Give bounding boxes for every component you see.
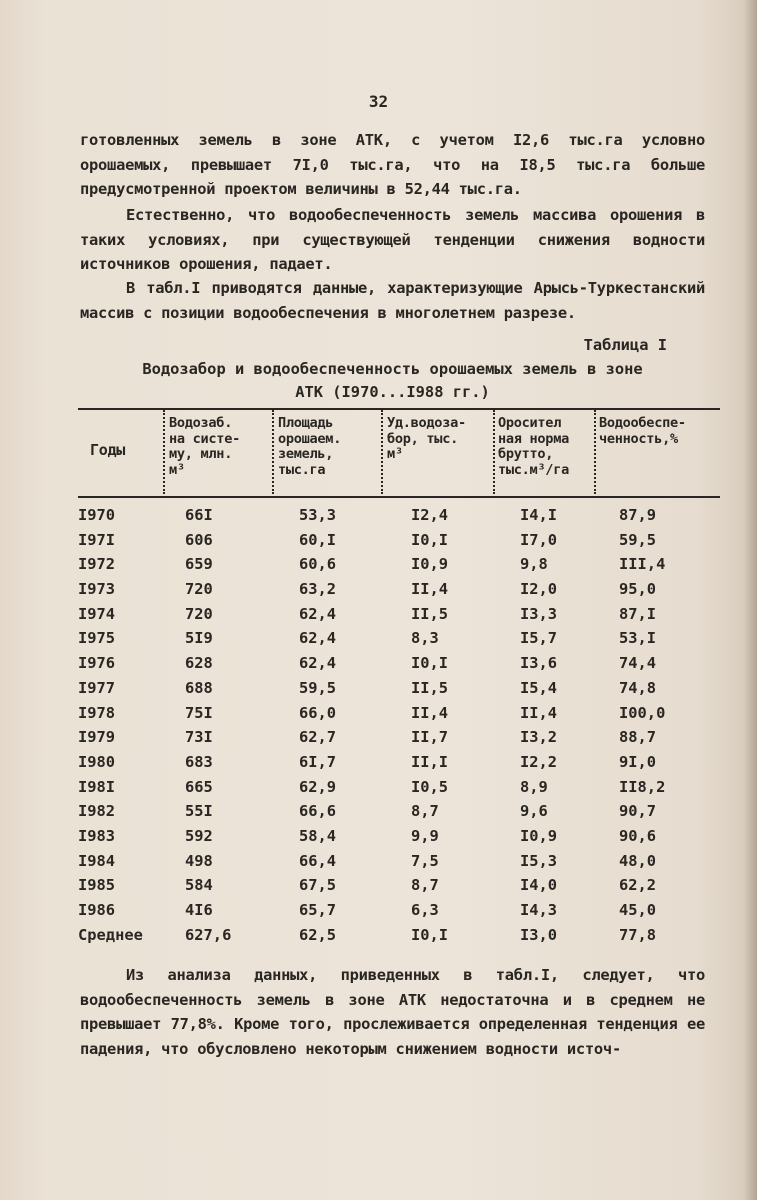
paragraph-text: Из анализа данных, приведенных в табл.I, следует, что водообеспеченность земель в зоне АТК недостаточна и в среднем не превышает 77,8%. Кроме того, прослеживается определенная тенденция ее падения, что обусловлено некоторым снижением водности источ- — [80, 966, 705, 1058]
table-cell: 592 — [185, 826, 213, 845]
table-cell: I98I — [78, 777, 116, 796]
table-cell: 55I — [185, 802, 213, 821]
table-cell: 66,4 — [299, 851, 337, 870]
table-cell: I0,9 — [411, 555, 449, 574]
table-cell: II,7 — [411, 728, 449, 747]
table-cell: 73I — [185, 728, 213, 747]
table-cell: 53,I — [619, 629, 657, 648]
table-row — [78, 753, 720, 778]
table-cell: 66,0 — [299, 703, 337, 722]
paragraph-2 — [80, 203, 705, 277]
table-body — [78, 506, 720, 950]
header-water-intake: Водозаб. на систе- му, млн. м³ — [169, 415, 240, 478]
table-cell: I0,I — [411, 925, 449, 944]
table-row — [78, 926, 720, 951]
table-cell: II,4 — [520, 703, 558, 722]
table-cell: I985 — [78, 876, 116, 895]
table-cell: 77,8 — [619, 925, 657, 944]
table-cell: 62,9 — [299, 777, 337, 796]
table-row — [78, 654, 720, 679]
header-years: Годы — [90, 441, 125, 459]
paragraph-text: готовленных земель в зоне АТК, с учетом I2,6 тыс.га условно орошаемых, превышает 7I,0 тыс.га, что на I8,5 тыс.га больше предусмотренной проектом величины в 52,44 тыс.га. — [80, 131, 705, 199]
page-spine-shadow — [743, 0, 757, 1200]
table-cell: I970 — [78, 506, 116, 524]
table-cell: 720 — [185, 604, 213, 623]
table-cell: I3,6 — [520, 654, 558, 673]
table-row — [78, 629, 720, 654]
table-cell: I3,2 — [520, 728, 558, 747]
table-cell: 8,3 — [411, 629, 439, 648]
table-column-divider — [493, 410, 495, 494]
table-cell: 606 — [185, 530, 213, 549]
table-cell: 67,5 — [299, 876, 337, 895]
table-cell: I2,2 — [520, 752, 558, 771]
table-cell: I974 — [78, 604, 116, 623]
table-cell: 63,2 — [299, 580, 337, 599]
table-cell: 9,8 — [520, 555, 548, 574]
table-cell: I983 — [78, 826, 116, 845]
header-water-supply: Водообеспе- ченность,% — [599, 415, 686, 447]
table-cell: I3,0 — [520, 925, 558, 944]
table-title-line-1: Водозабор и водообеспеченность орошаемых земель в зоне — [142, 360, 643, 378]
table-cell: I4,0 — [520, 876, 558, 895]
table-cell: 627,6 — [185, 925, 232, 944]
table-cell: 58,4 — [299, 826, 337, 845]
table-row — [78, 531, 720, 556]
table-cell: II,4 — [411, 703, 449, 722]
table-cell: I5,4 — [520, 678, 558, 697]
table-cell: I5,7 — [520, 629, 558, 648]
table-cell: 498 — [185, 851, 213, 870]
table-cell: 45,0 — [619, 901, 657, 919]
table-cell: I97I — [78, 530, 116, 549]
table-cell: I972 — [78, 555, 116, 574]
table-cell: 66I — [185, 506, 213, 524]
table-cell: 6I,7 — [299, 752, 337, 771]
paragraph-3 — [80, 276, 705, 325]
page-number: 32 — [368, 92, 389, 111]
table-cell: 60,6 — [299, 555, 337, 574]
table-cell: 62,7 — [299, 728, 337, 747]
table-row — [78, 827, 720, 852]
table-header-rule — [78, 496, 720, 498]
table-cell: I00,0 — [619, 703, 666, 722]
table-cell: II,5 — [411, 604, 449, 623]
table-cell: 48,0 — [619, 851, 657, 870]
table-cell: 74,8 — [619, 678, 657, 697]
table-cell: 59,5 — [299, 678, 337, 697]
table-cell: I4,I — [520, 506, 558, 524]
table-row — [78, 778, 720, 803]
table-cell: II8,2 — [619, 777, 666, 796]
table-cell: 74,4 — [619, 654, 657, 673]
table-column-divider — [381, 410, 383, 494]
table-row — [78, 555, 720, 580]
table-cell: 9,6 — [520, 802, 548, 821]
table-cell: 75I — [185, 703, 213, 722]
table-cell: 90,7 — [619, 802, 657, 821]
table-column-divider — [594, 410, 596, 494]
table-cell: 720 — [185, 580, 213, 599]
table-cell: 8,7 — [411, 802, 439, 821]
table-column-divider — [272, 410, 274, 494]
table-cell: I982 — [78, 802, 116, 821]
table-cell: I5,3 — [520, 851, 558, 870]
table-row — [78, 506, 720, 531]
table-cell: I973 — [78, 580, 116, 599]
header-irrigated-area: Площадь орошаем. земель, тыс.га — [278, 415, 342, 478]
table-cell: I979 — [78, 728, 116, 747]
table-cell: I977 — [78, 678, 116, 697]
table-top-rule — [78, 408, 720, 410]
table-cell: 659 — [185, 555, 213, 574]
table-cell: 584 — [185, 876, 213, 895]
table-cell: I0,9 — [520, 826, 558, 845]
paragraph-1 — [80, 128, 705, 202]
table-cell: 7,5 — [411, 851, 439, 870]
table-row — [78, 679, 720, 704]
table-cell: 62,5 — [299, 925, 337, 944]
table-row — [78, 728, 720, 753]
table-cell: I0,I — [411, 654, 449, 673]
header-specific-intake: Уд.водоза- бор, тыс. м³ — [387, 415, 466, 462]
table-cell: 60,I — [299, 530, 337, 549]
table-cell: I986 — [78, 901, 116, 919]
table-cell: I7,0 — [520, 530, 558, 549]
table-cell: I980 — [78, 752, 116, 771]
table-cell: Среднее — [78, 925, 143, 944]
table-cell: 665 — [185, 777, 213, 796]
table-cell: II,I — [411, 752, 449, 771]
paragraph-text: Естественно, что водообеспеченность земель массива орошения в таких условиях, при существующей тенденции снижения водности источников орошения, падает. — [80, 206, 705, 274]
table-column-divider — [163, 410, 165, 494]
table-cell: 62,2 — [619, 876, 657, 895]
table-title — [80, 358, 705, 404]
table-cell: 62,4 — [299, 629, 337, 648]
table-cell: 90,6 — [619, 826, 657, 845]
table-row — [78, 901, 720, 926]
table-cell: II,5 — [411, 678, 449, 697]
table-cell: 88,7 — [619, 728, 657, 747]
table-cell: 62,4 — [299, 604, 337, 623]
paragraph-4 — [80, 963, 705, 1061]
table-label: Таблица I — [583, 336, 667, 354]
table-cell: 9,9 — [411, 826, 439, 845]
table-row — [78, 802, 720, 827]
table-cell: 4I6 — [185, 901, 213, 919]
table-cell: 628 — [185, 654, 213, 673]
table-cell: 9I,0 — [619, 752, 657, 771]
table-row — [78, 704, 720, 729]
table-cell: 66,6 — [299, 802, 337, 821]
table-cell: II,4 — [411, 580, 449, 599]
table-cell: 87,I — [619, 604, 657, 623]
table-cell: 6,3 — [411, 901, 439, 919]
table-row — [78, 580, 720, 605]
table-row — [78, 605, 720, 630]
table-cell: I2,0 — [520, 580, 558, 599]
table-row — [78, 876, 720, 901]
table-cell: 65,7 — [299, 901, 337, 919]
table-cell: I984 — [78, 851, 116, 870]
paragraph-text: В табл.I приводятся данные, характеризующие Арысь-Туркестанский массив с позиции водообеспечения в многолетнем разрезе. — [80, 279, 705, 322]
table-cell: 683 — [185, 752, 213, 771]
table-cell: 8,7 — [411, 876, 439, 895]
table-cell: I2,4 — [411, 506, 449, 524]
table-cell: 87,9 — [619, 506, 657, 524]
table-title-line-2: АТК (I970...I988 гг.) — [295, 383, 490, 401]
table-cell: 62,4 — [299, 654, 337, 673]
table-cell: 53,3 — [299, 506, 337, 524]
table-cell: 8,9 — [520, 777, 548, 796]
table-row — [78, 852, 720, 877]
table-cell: 5I9 — [185, 629, 213, 648]
header-irrigation-rate: Оросител ная норма брутто, тыс.м³/га — [498, 415, 569, 478]
table-cell: I0,I — [411, 530, 449, 549]
table-cell: I4,3 — [520, 901, 558, 919]
table-cell: I0,5 — [411, 777, 449, 796]
table-cell: 688 — [185, 678, 213, 697]
table-cell: 59,5 — [619, 530, 657, 549]
table-cell: I975 — [78, 629, 116, 648]
table-cell: I976 — [78, 654, 116, 673]
table-cell: 95,0 — [619, 580, 657, 599]
table-cell: III,4 — [619, 555, 666, 574]
table-cell: I978 — [78, 703, 116, 722]
table-cell: I3,3 — [520, 604, 558, 623]
